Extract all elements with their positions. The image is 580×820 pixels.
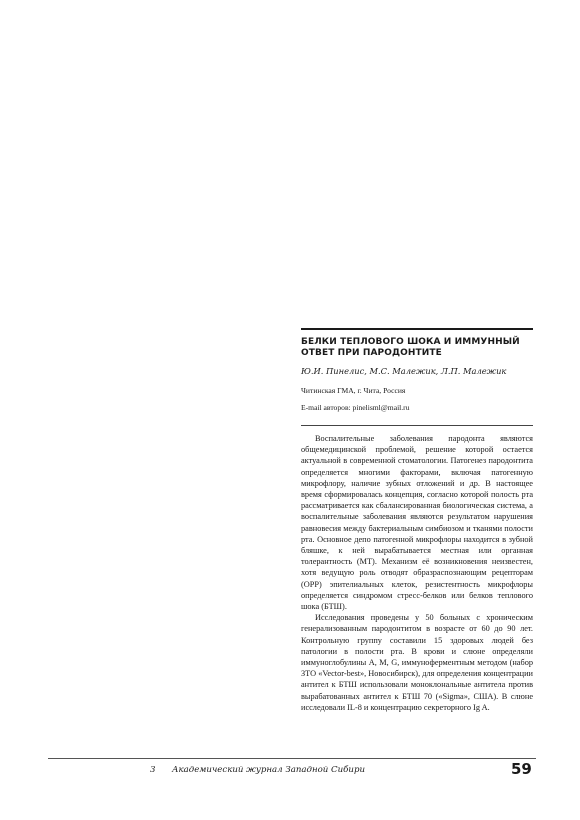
journal-name: Академический журнал Западной Сибири <box>172 765 365 775</box>
article-body <box>301 433 533 713</box>
page-number: 59 <box>511 760 532 778</box>
body-paragraph: Исследования проведены у 50 больных с хроническим генерализованным пародонтитом в возрасте от 60 до 90 лет. Контрольную группу составили 15 здоровых людей без патологии в полости рта. В крови и слюне определяли иммуноглобулины A, M, G, иммуноферментным методом (набор ЗТО «Vector-best», Новосибирск), для определения концентрации антител к БТШ использовали моноклональные антитела против вырабатованных антител к БТШ 70 («Sigma», США). В слюне исследовали IL-8 и концентрацию секреторного Ig A. <box>301 613 533 712</box>
footer-rule <box>48 758 536 759</box>
article-affiliation: Читинская ГМА, г. Чита, Россия <box>301 386 406 395</box>
body-paragraph: Воспалительные заболевания пародонта являются общемедицинской проблемой, решение которой остается актуальной в современной стоматологии. Патогенез пародонтита определяется многими факторами, включая патогенную микрофлору, наличие зубных отложений и др. В настоящее время сформировалась концепция, согласно которой полость рта рассматривается как сбалансированная биологическая система, а воспалительные заболевания являются результатом нарушения равновесия между бактериальным симбиозом и тканями полости рта. Основное депо патогенной микрофлоры находится в зубной бляшке, к ней вырабатывается местная или органная толерантность (МТ). Механизм её возникновения неизвестен, хотя ведущую роль отводят образраспознающим рецепторам (ОРР) эпителиальных клеток, резистентность микрофлоры определяется синдромом стресс-белков или белков теплового шока (БТШ). <box>301 434 533 612</box>
author-email: E-mail авторов: pinelisml@mail.ru <box>301 403 410 412</box>
article-authors: Ю.И. Пинелис, М.С. Малежик, Л.П. Малежик <box>301 366 507 376</box>
title-top-rule <box>301 328 533 330</box>
abstract-divider <box>301 425 533 426</box>
article-title: БЕЛКИ ТЕПЛОВОГО ШОКА И ИММУННЫЙ ОТВЕТ ПРИ ПАРОДОНТИТЕ <box>301 337 520 358</box>
issue-number: 3 <box>150 765 156 775</box>
